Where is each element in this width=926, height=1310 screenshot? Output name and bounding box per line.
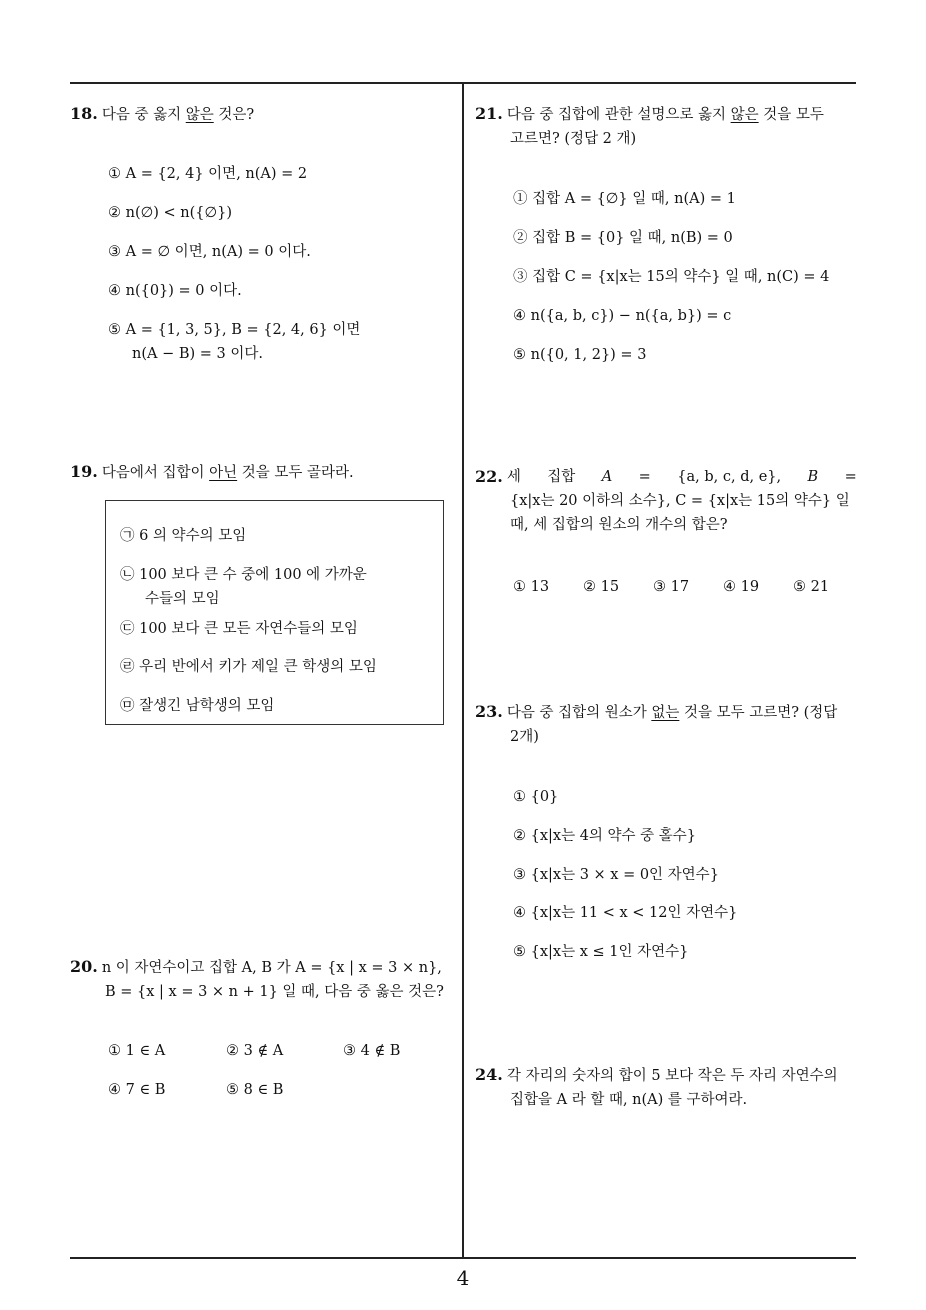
question-23 bbox=[475, 700, 837, 749]
q18-option-5[interactable]: ⑤ A = {1, 3, 5}, B = {2, 4, 6} 이면 bbox=[108, 322, 361, 338]
question-number: 22. bbox=[475, 467, 503, 486]
question-number: 23. bbox=[475, 702, 503, 721]
q23-option-1[interactable]: ① {0} bbox=[513, 789, 559, 805]
question-22-stem-line2: {x|x는 20 이하의 소수}, C = {x|x는 15의 약수} 일 bbox=[510, 493, 850, 509]
question-19-stem: 19. 다음에서 집합이 아닌 것을 모두 골라라. bbox=[70, 462, 354, 481]
q19-item-3[interactable]: ㉢ 100 보다 큰 모든 자연수들의 모임 bbox=[120, 621, 358, 637]
question-23-stem: 23. 다음 중 집합의 원소가 없는 것을 모두 고르면? (정답 bbox=[475, 702, 838, 721]
question-number: 18. bbox=[70, 104, 98, 123]
q20-option-5[interactable]: ⑤ 8 ∈ B bbox=[226, 1082, 284, 1098]
question-23-stem-line2: 2개) bbox=[510, 729, 539, 745]
q19-item-4[interactable]: ㉣ 우리 반에서 키가 제일 큰 학생의 모임 bbox=[120, 659, 377, 675]
q19-item-5[interactable]: ㉤ 잘생긴 남학생의 모임 bbox=[120, 698, 275, 714]
q22-option-5[interactable]: ⑤ 21 bbox=[793, 579, 830, 595]
q21-option-1[interactable]: ① 집합 A = {∅} 일 때, n(A) = 1 bbox=[513, 191, 736, 207]
question-19 bbox=[70, 460, 354, 485]
q19-item-1[interactable]: ㉠ 6 의 약수의 모임 bbox=[120, 528, 247, 544]
question-24-stem-line1: 각 자리의 숫자의 합이 5 보다 작은 두 자리 자연수의 bbox=[506, 1068, 838, 1084]
question-21-stem-line2: 고르면? (정답 2 개) bbox=[510, 131, 637, 147]
q20-option-3[interactable]: ③ 4 ∉ B bbox=[343, 1043, 401, 1059]
question-22 bbox=[475, 465, 857, 537]
q18-option-5-cont: n(A − B) = 3 이다. bbox=[132, 346, 263, 362]
q21-option-3[interactable]: ③ 집합 C = {x|x는 15의 약수} 일 때, n(C) = 4 bbox=[513, 269, 830, 285]
question-number: 20. bbox=[70, 957, 98, 976]
q23-option-3[interactable]: ③ {x|x는 3 × x = 0인 자연수} bbox=[513, 867, 719, 883]
q18-option-2[interactable]: ② n(∅) < n({∅}) bbox=[108, 205, 232, 221]
q20-option-1[interactable]: ① 1 ∈ A bbox=[108, 1043, 166, 1059]
question-22-stem-line1: 세 집합 A = {a, b, c, d, e}, B = bbox=[506, 469, 857, 485]
question-21-stem: 21. 다음 중 집합에 관한 설명으로 옳지 않은 것을 모두 bbox=[475, 104, 824, 123]
q21-option-5[interactable]: ⑤ n({0, 1, 2}) = 3 bbox=[513, 347, 647, 363]
q18-option-4[interactable]: ④ n({0}) = 0 이다. bbox=[108, 283, 242, 299]
page-number: 4 bbox=[456, 1266, 470, 1290]
question-21 bbox=[475, 102, 824, 151]
bottom-rule bbox=[70, 1257, 856, 1259]
question-20 bbox=[70, 955, 444, 1004]
q20-option-4[interactable]: ④ 7 ∈ B bbox=[108, 1082, 166, 1098]
q19-item-2-cont: 수들의 모임 bbox=[145, 591, 220, 607]
q20-option-2[interactable]: ② 3 ∉ A bbox=[226, 1043, 284, 1059]
q23-option-4[interactable]: ④ {x|x는 11 < x < 12인 자연수} bbox=[513, 905, 738, 921]
q18-option-1[interactable]: ① A = {2, 4} 이면, n(A) = 2 bbox=[108, 166, 308, 182]
question-18 bbox=[70, 102, 254, 127]
question-number: 24. bbox=[475, 1065, 503, 1084]
question-20-stem-line2: B = {x | x = 3 × n + 1} 일 때, 다음 중 옳은 것은? bbox=[105, 984, 444, 1000]
question-18-stem: 18. 다음 중 옳지 않은 것은? bbox=[70, 104, 255, 123]
column-divider bbox=[462, 83, 464, 1258]
q21-option-4[interactable]: ④ n({a, b, c}) − n({a, b}) = c bbox=[513, 308, 732, 324]
underlined-keyword: 아닌 bbox=[209, 465, 238, 481]
underlined-keyword: 않은 bbox=[730, 107, 759, 123]
question-number: 19. bbox=[70, 462, 98, 481]
question-number: 21. bbox=[475, 104, 503, 123]
q23-option-5[interactable]: ⑤ {x|x는 x ≤ 1인 자연수} bbox=[513, 944, 689, 960]
underlined-keyword: 없는 bbox=[651, 705, 680, 721]
question-24 bbox=[475, 1063, 838, 1112]
q22-option-4[interactable]: ④ 19 bbox=[723, 579, 760, 595]
q22-option-3[interactable]: ③ 17 bbox=[653, 579, 690, 595]
q21-option-2[interactable]: ② 집합 B = {0} 일 때, n(B) = 0 bbox=[513, 230, 733, 246]
question-24-stem-line2: 집합을 A 라 할 때, n(A) 를 구하여라. bbox=[510, 1092, 748, 1108]
question-22-stem-line3: 때, 세 집합의 원소의 개수의 합은? bbox=[510, 517, 728, 533]
q22-option-2[interactable]: ② 15 bbox=[583, 579, 620, 595]
q23-option-2[interactable]: ② {x|x는 4의 약수 중 홀수} bbox=[513, 828, 697, 844]
q22-option-1[interactable]: ① 13 bbox=[513, 579, 550, 595]
question-20-stem-line1: n 이 자연수이고 집합 A, B 가 A = {x | x = 3 × n}, bbox=[101, 960, 442, 976]
underlined-keyword: 않은 bbox=[185, 107, 214, 123]
q18-option-3[interactable]: ③ A = ∅ 이면, n(A) = 0 이다. bbox=[108, 244, 311, 260]
q19-item-2[interactable]: ㉡ 100 보다 큰 수 중에 100 에 가까운 bbox=[120, 567, 367, 583]
